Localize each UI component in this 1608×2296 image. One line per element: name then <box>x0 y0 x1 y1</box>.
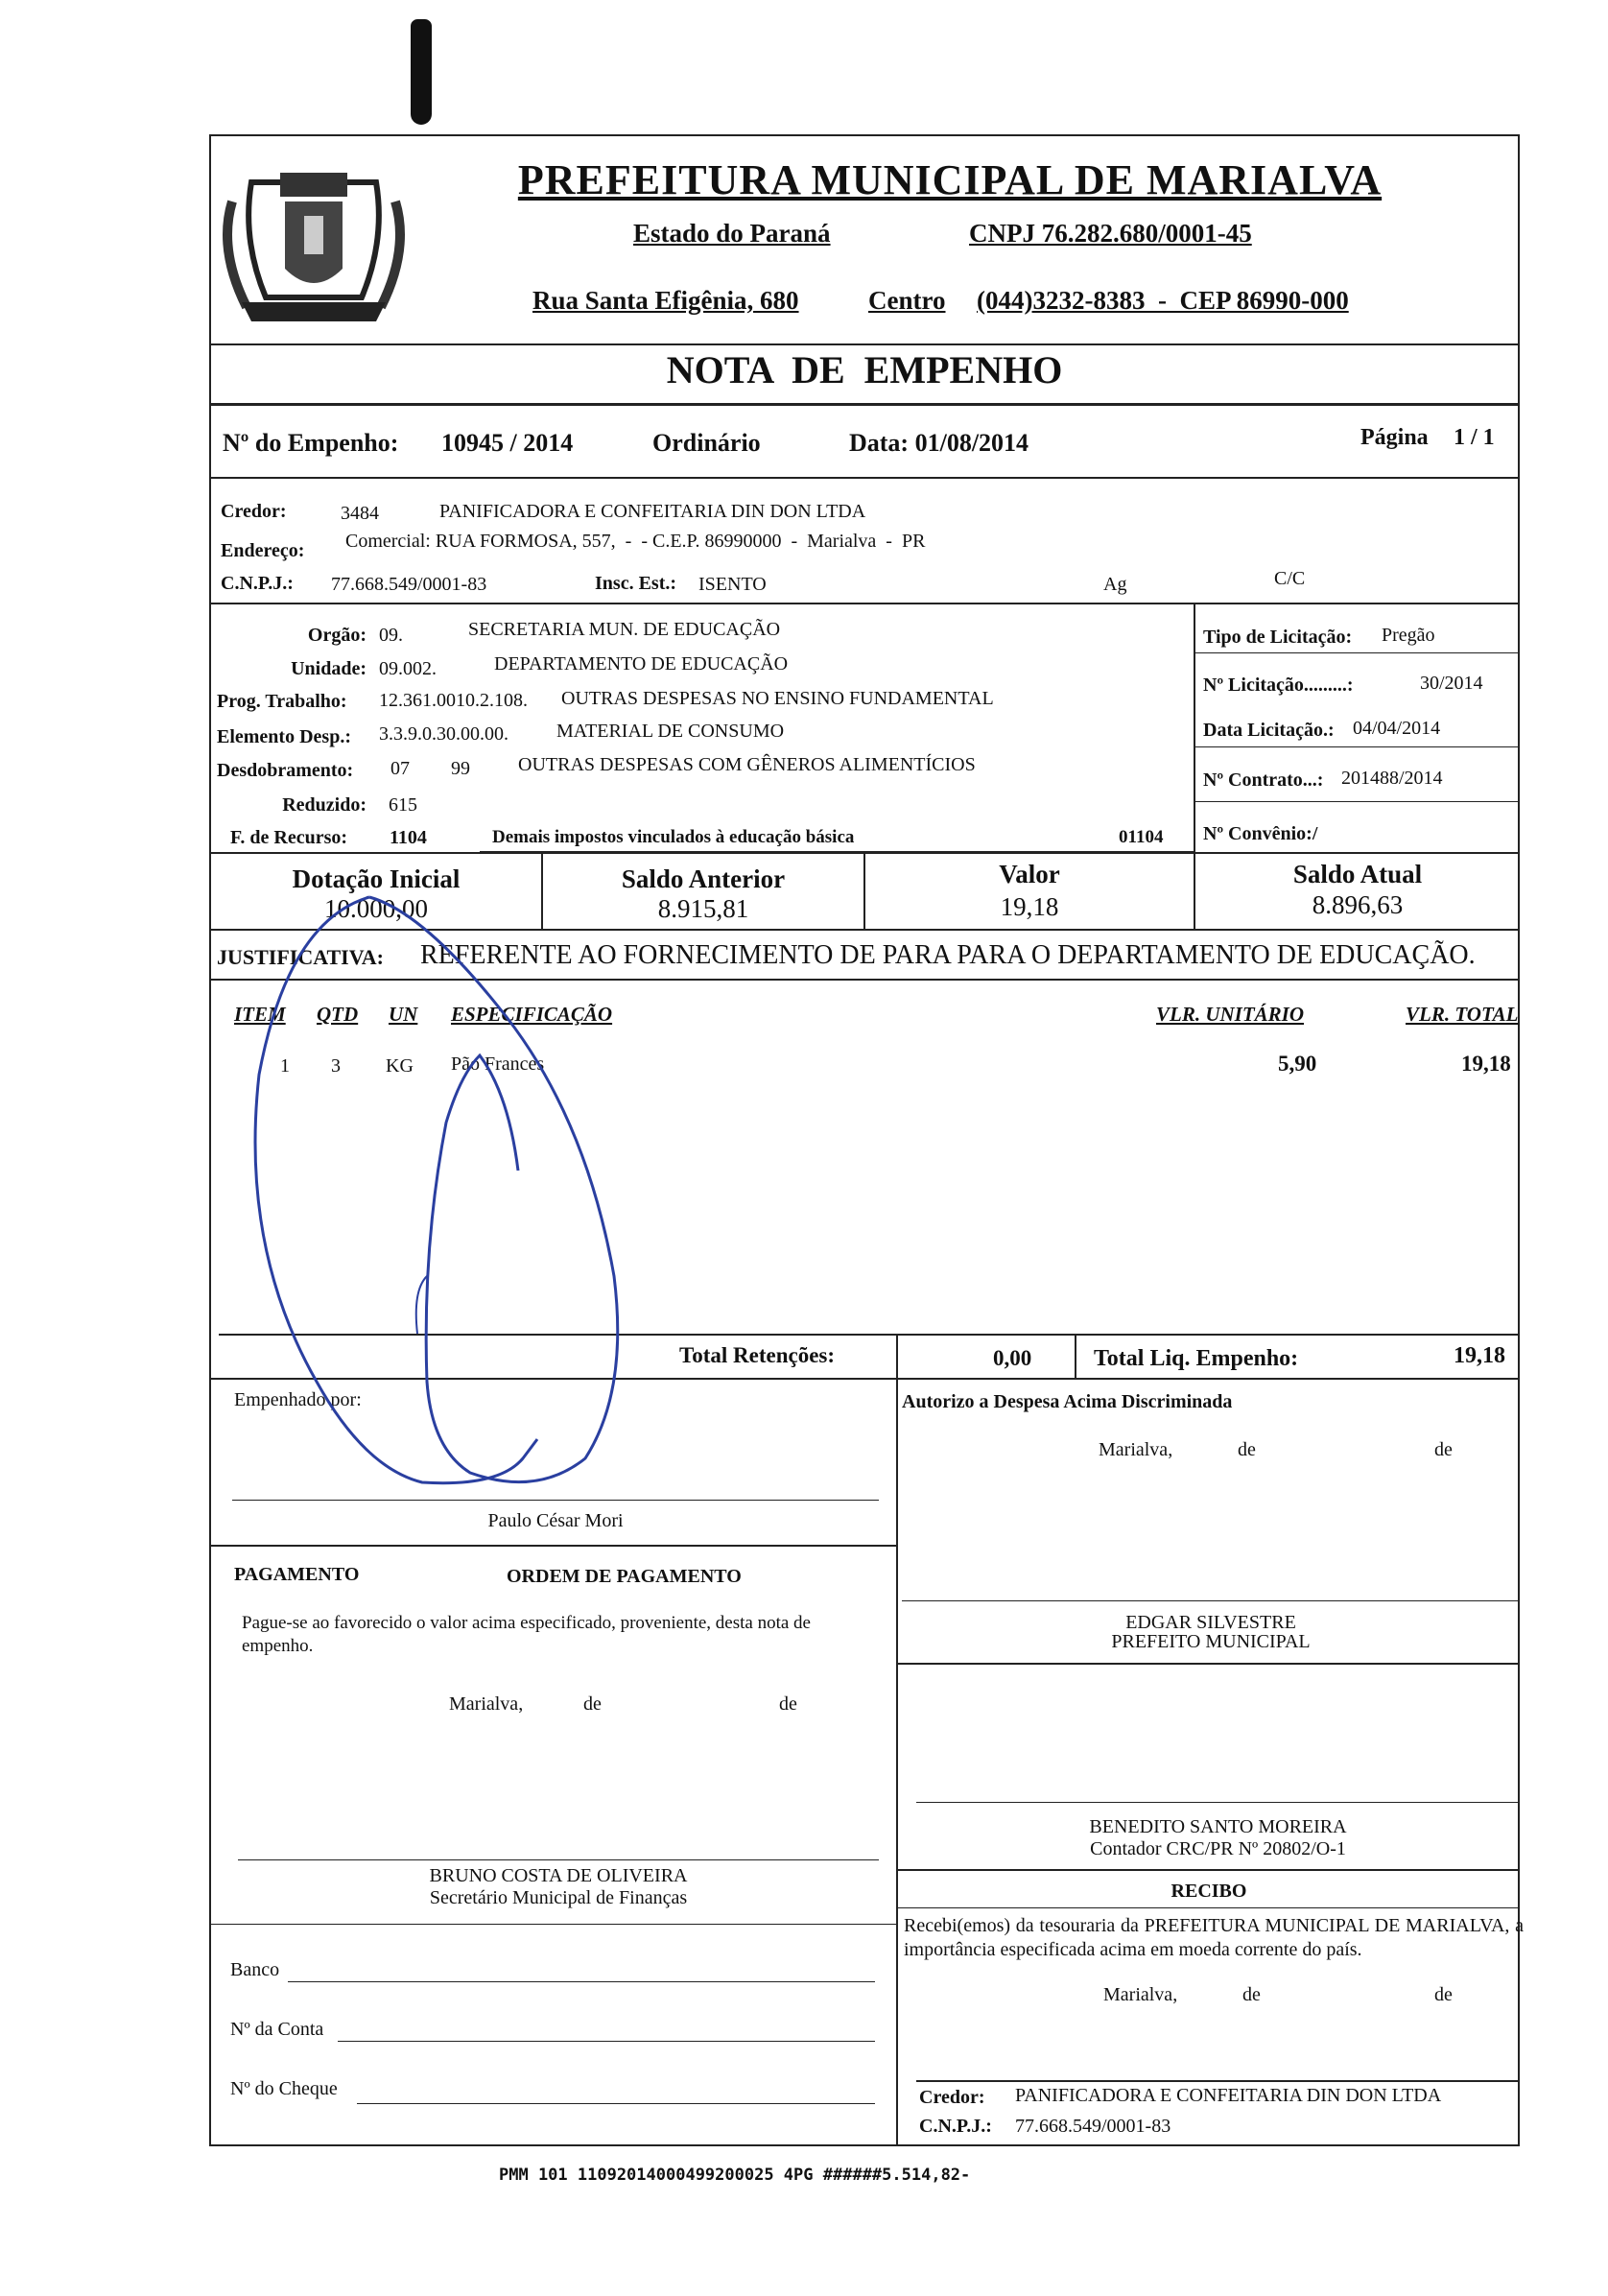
divider <box>219 1334 1520 1336</box>
insc-label: Insc. Est.: <box>595 573 677 594</box>
address: Rua Santa Efigênia, 680 <box>532 286 799 315</box>
divider <box>1194 801 1520 802</box>
cnpj-label: C.N.P.J.: <box>221 573 294 594</box>
pagamento-de2: de <box>779 1693 797 1715</box>
prefeito-role: PREFEITO MUNICIPAL <box>1111 1631 1311 1652</box>
autorizo-de1: de <box>1238 1439 1256 1460</box>
dotacao-value: 10.000,00 <box>324 894 428 923</box>
empenhado-name: Paulo César Mori <box>487 1510 624 1531</box>
banco-label: Banco <box>230 1959 280 1980</box>
fonte-desc: Demais impostos vinculados à educação básica <box>492 827 855 847</box>
unidade-label: Unidade: <box>291 658 367 679</box>
convenio-label: Nº Convênio:/ <box>1203 823 1318 844</box>
retencoes-value: 0,00 <box>993 1346 1032 1370</box>
item-number: 1 <box>280 1055 290 1077</box>
cc-label: C/C <box>1274 568 1306 589</box>
ag-label: Ag <box>1103 574 1127 595</box>
vertical-divider <box>896 1378 898 2146</box>
item-un: KG <box>386 1055 414 1077</box>
recibo-city: Marialva, <box>1103 1984 1178 2005</box>
credor-label: Credor: <box>221 501 287 522</box>
empenho-number: 10945 / 2014 <box>441 429 574 457</box>
pagamento-de1: de <box>583 1693 602 1715</box>
item-spec: Pão Frances <box>451 1053 545 1075</box>
num-licitacao-label: Nº Licitação.........: <box>1203 675 1354 696</box>
pagamento-text: Pague-se ao favorecido o valor acima especificado, proveniente, desta nota de empenho. <box>242 1613 811 1656</box>
ink-mark <box>411 19 432 125</box>
doc-title: NOTA DE EMPENHO <box>666 348 1063 391</box>
col-spec: ESPECIFICAÇÃO <box>451 1003 613 1026</box>
data-licitacao-value: 04/04/2014 <box>1353 718 1441 739</box>
col-un: UN <box>389 1003 418 1026</box>
num-licitacao-value: 30/2014 <box>1420 673 1483 694</box>
retencoes-label: Total Retenções: <box>679 1343 836 1367</box>
vertical-divider <box>1194 603 1195 852</box>
recibo-credor-label: Credor: <box>919 2087 985 2108</box>
prog-name: OUTRAS DESPESAS NO ENSINO FUNDAMENTAL <box>561 688 994 709</box>
insc-value: ISENTO <box>698 574 767 595</box>
credor-code: 3484 <box>341 503 379 524</box>
vertical-divider <box>896 1334 898 1378</box>
cheque-line <box>357 2103 875 2104</box>
district: Centro <box>868 286 946 315</box>
orgao-label: Orgão: <box>307 625 367 646</box>
divider <box>209 603 1520 604</box>
elemento-label: Elemento Desp.: <box>217 726 351 747</box>
secretario-name: BRUNO COSTA DE OLIVEIRA <box>429 1865 688 1886</box>
page-number: 1 / 1 <box>1454 425 1495 450</box>
recibo-cnpj-label: C.N.P.J.: <box>919 2116 992 2137</box>
recibo-de2: de <box>1434 1984 1453 2005</box>
saldo-anterior-label: Saldo Anterior <box>621 864 786 893</box>
recibo-title: RECIBO <box>1171 1881 1247 1902</box>
divider <box>209 929 1520 931</box>
credor-name: PANIFICADORA E CONFEITARIA DIN DON LTDA <box>439 501 866 522</box>
elemento-name: MATERIAL DE CONSUMO <box>556 721 785 742</box>
credor-address: Comercial: RUA FORMOSA, 557, - - C.E.P. 86990000 - Marialva - PR <box>345 531 926 552</box>
elemento-code: 3.3.9.0.30.00.00. <box>379 723 508 745</box>
divider <box>898 1869 1520 1871</box>
signature-line <box>232 1500 879 1501</box>
phone-cep: (044)3232-8383 - CEP 86990-000 <box>977 286 1349 315</box>
unidade-name: DEPARTAMENTO DE EDUCAÇÃO <box>494 653 789 675</box>
liq-label: Total Liq. Empenho: <box>1094 1346 1299 1371</box>
desdobramento-name: OUTRAS DESPESAS COM GÊNEROS ALIMENTÍCIOS <box>518 754 976 775</box>
item-total: 19,18 <box>1461 1052 1511 1076</box>
col-unit-price: VLR. UNITÁRIO <box>1156 1003 1305 1026</box>
conta-line <box>338 2041 875 2042</box>
divider <box>209 1545 896 1547</box>
contador-role: Contador CRC/PR Nº 20802/O-1 <box>1090 1838 1346 1859</box>
prefeito-name: EDGAR SILVESTRE <box>1125 1612 1296 1633</box>
contador-name: BENEDITO SANTO MOREIRA <box>1089 1816 1347 1837</box>
signature-line <box>916 2080 1520 2082</box>
machine-stamp: PMM 101 11092014000499200025 4PG ######5.514,82- <box>499 2166 971 2185</box>
item-unit-price: 5,90 <box>1278 1052 1317 1076</box>
unidade-code: 09.002. <box>379 658 437 679</box>
cheque-label: Nº do Cheque <box>230 2078 338 2099</box>
autorizo-de2: de <box>1434 1439 1453 1460</box>
valor-value: 19,18 <box>1000 892 1059 921</box>
orgao-name: SECRETARIA MUN. DE EDUCAÇÃO <box>468 619 781 640</box>
coat-of-arms-logo <box>213 144 414 336</box>
autorizo-city: Marialva, <box>1099 1439 1173 1460</box>
divider <box>209 979 1520 981</box>
ordem-label: ORDEM DE PAGAMENTO <box>507 1566 742 1587</box>
cnpj-prefeitura: CNPJ 76.282.680/0001-45 <box>969 219 1252 248</box>
divider <box>209 343 1520 345</box>
col-total: VLR. TOTAL <box>1406 1003 1519 1026</box>
banco-line <box>288 1981 875 1982</box>
state-name: Estado do Paraná <box>633 219 831 248</box>
autorizo-text: Autorizo a Despesa Acima Discriminada <box>902 1391 1233 1412</box>
item-qtd: 3 <box>331 1055 341 1077</box>
fonte-label: F. de Recurso: <box>230 827 348 848</box>
justificativa-label: JUSTIFICATIVA: <box>217 945 385 969</box>
col-qtd: QTD <box>317 1003 359 1026</box>
recibo-credor-name: PANIFICADORA E CONFEITARIA DIN DON LTDA <box>1015 2085 1442 2106</box>
pagamento-label: PAGAMENTO <box>234 1564 360 1585</box>
desdobramento-label: Desdobramento: <box>217 760 354 781</box>
pagamento-city: Marialva, <box>449 1693 524 1715</box>
tipo-licitacao-value: Pregão <box>1382 625 1435 646</box>
fonte-code: 1104 <box>390 827 427 848</box>
recibo-text: Recebi(emos) da tesouraria da PREFEITURA MUNICIPAL DE MARIALVA, a importância especificada acima em moeda corrente do país. <box>904 1915 1524 1960</box>
saldo-atual-value: 8.896,63 <box>1312 890 1404 919</box>
divider <box>209 403 1520 406</box>
vertical-divider <box>1075 1334 1076 1378</box>
liq-value: 19,18 <box>1454 1343 1505 1368</box>
recibo-de1: de <box>1242 1984 1261 2005</box>
empenho-label: Nº do Empenho: <box>223 429 399 457</box>
orgao-code: 09. <box>379 625 403 646</box>
col-item: ITEM <box>234 1003 286 1026</box>
divider <box>209 1378 1520 1380</box>
divider <box>209 1924 896 1925</box>
recibo-cnpj-value: 77.668.549/0001-83 <box>1015 2116 1171 2137</box>
reduzido-value: 615 <box>389 794 417 816</box>
saldo-atual-label: Saldo Atual <box>1292 860 1423 888</box>
prog-label: Prog. Trabalho: <box>217 691 347 712</box>
signature-line <box>238 1859 879 1860</box>
prefeitura-title: PREFEITURA MUNICIPAL DE MARIALVA <box>517 156 1383 203</box>
credor-cnpj: 77.668.549/0001-83 <box>331 574 487 595</box>
divider <box>209 477 1520 479</box>
desdobramento-code1: 07 <box>390 758 410 779</box>
signature-line <box>902 1600 1520 1601</box>
empenho-type: Ordinário <box>652 429 761 457</box>
data-licitacao-label: Data Licitação.: <box>1203 720 1335 741</box>
divider <box>898 1663 1520 1665</box>
saldo-anterior-value: 8.915,81 <box>657 894 749 923</box>
valor-label: Valor <box>999 860 1060 888</box>
fonte-number: 01104 <box>1119 827 1164 847</box>
empenhado-label: Empenhado por: <box>234 1389 362 1410</box>
reduzido-label: Reduzido: <box>282 794 367 816</box>
contrato-value: 201488/2014 <box>1341 768 1443 789</box>
divider <box>1194 652 1520 653</box>
justificativa-text: REFERENTE AO FORNECIMENTO DE PARA PARA O DEPARTAMENTO DE EDUCAÇÃO. <box>420 940 1476 970</box>
contrato-label: Nº Contrato...: <box>1203 769 1324 791</box>
dotacao-label: Dotação Inicial <box>292 864 461 893</box>
conta-label: Nº da Conta <box>230 2019 324 2040</box>
secretario-role: Secretário Municipal de Finanças <box>429 1887 688 1908</box>
tipo-licitacao-label: Tipo de Licitação: <box>1203 627 1353 648</box>
page-label: Página <box>1360 425 1429 450</box>
signature-line <box>916 1802 1520 1803</box>
divider <box>898 1907 1520 1908</box>
empenho-date: Data: 01/08/2014 <box>849 429 1029 457</box>
endereco-label: Endereço: <box>221 540 305 561</box>
divider <box>1194 746 1520 747</box>
prog-code: 12.361.0010.2.108. <box>379 690 528 711</box>
desdobramento-code2: 99 <box>451 758 470 779</box>
